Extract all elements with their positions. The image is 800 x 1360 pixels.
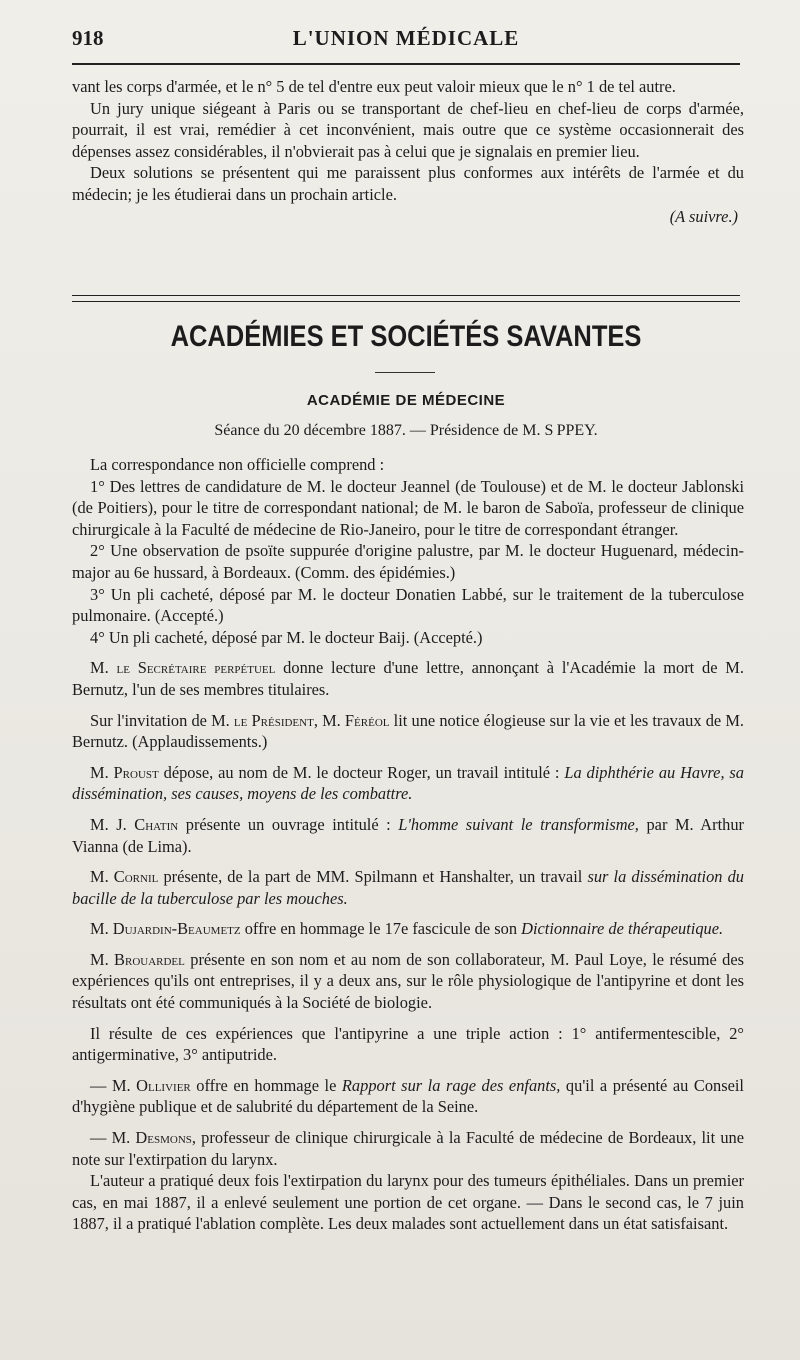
work-title: sur la dissémination du bacille de la tuberculose par les mouches. bbox=[72, 867, 744, 908]
speaker-name: M. Cornil bbox=[90, 867, 159, 887]
speaker-name: M. Dujardin-Beaumetz bbox=[90, 919, 241, 939]
intro-block bbox=[72, 76, 744, 227]
intro-paragraph-2: Un jury unique siégeant à Paris ou se transportant de chef-lieu en chef-lieu de corps d'armée, pourrait, il est vrai, remédier à cet inconvénient, mais outre que ce système occasionnerait des dépenses assez considérables, il n'obvierait pas à celui que je signalais en premier lieu. bbox=[72, 98, 744, 161]
paragraph-text: présente en son nom et au nom de son collaborateur, M. Paul Loye, le résumé des expériences qu'ils ont entreprises, il y a deux ans, sur le rôle physiologique de l'antipyrine et dont les résultats ont été communiqués à la Société de biologie. bbox=[72, 949, 744, 1013]
header-rule bbox=[72, 63, 740, 65]
work-title: L'homme suivant le transformisme, bbox=[398, 814, 639, 834]
speaker-name: M. le Secrétaire perpétuel bbox=[90, 658, 276, 678]
paragraph-text: qu'il a présenté au Conseil d'hygiène publique et de salubrité du département de la Seine. bbox=[72, 1075, 744, 1117]
speaker-name: M. Brouardel bbox=[90, 949, 185, 969]
correspondence-item-1: 1° Des lettres de candidature de M. le docteur Jeannel (de Toulouse) et de M. le docteur Jablonski (de Poitiers), pour le titre de correspondant national; de M. le baron de Saboïa, professeur de clinique chirurgicale à la Faculté de médecine de Rio-Janeiro, pour le titre de correspondant étranger. bbox=[72, 476, 744, 539]
paragraph-text: donne lecture d'une lettre, annonçant à l'Académie la mort de M. Bernutz, l'un de ses membres titulaires. bbox=[72, 658, 744, 699]
brouardel-paragraph bbox=[72, 949, 744, 1014]
page-number: 918 bbox=[72, 26, 104, 50]
work-title: La diphthérie au Havre, sa dissémination, ses causes, moyens de les combattre. bbox=[72, 762, 744, 804]
section-title: ACADÉMIES ET SOCIÉTÉS SAVANTES bbox=[170, 320, 642, 353]
president-paragraph bbox=[72, 710, 744, 753]
speaker-name: M. Ollivier bbox=[111, 1075, 191, 1095]
academy-title: ACADÉMIE DE MÉDECINE bbox=[306, 392, 506, 409]
paragraph-text: lit une notice élogieuse sur la vie et les travaux de M. Bernutz. (Applaudissements.) bbox=[72, 710, 745, 752]
speaker-name: M. Desmons bbox=[111, 1128, 192, 1148]
to-be-continued: (A suivre.) bbox=[669, 206, 738, 226]
ollivier-paragraph bbox=[72, 1075, 744, 1118]
separator: , bbox=[313, 710, 323, 730]
paragraph-text: dépose, au nom de M. le docteur Roger, un travail intitulé : bbox=[158, 762, 565, 782]
speaker-name: M. Proust bbox=[90, 762, 159, 782]
larynx-paragraph: L'auteur a pratiqué deux fois l'extirpation du larynx pour des tumeurs épithéliales. Dans un premier cas, en mai 1887, il a enlevé seulement une portion de cet organe. — Dans le second cas, le 7 juin 1887, il a pratiqué l'ablation complète. Les deux malades sont actuellement dans un état satisfaisant. bbox=[72, 1171, 744, 1234]
section-double-rule bbox=[72, 295, 740, 302]
paragraph-text: offre en hommage le bbox=[190, 1075, 342, 1095]
desmons-paragraph bbox=[72, 1127, 744, 1170]
dujardin-paragraph bbox=[72, 918, 744, 940]
antipyrine-paragraph: Il résulte de ces expériences que l'antipyrine a une triple action : 1° antifermentescible, 2° antigerminative, 3° antiputride. bbox=[72, 1023, 744, 1065]
work-title: Dictionnaire de thérapeutique. bbox=[521, 919, 724, 939]
speaker-name: M. le Président bbox=[211, 710, 314, 730]
dash: — bbox=[90, 1075, 112, 1095]
intro-paragraph-1: vant les corps d'armée, et le n° 5 de tel d'entre eux peut valoir mieux que le n° 1 de tel autre. bbox=[72, 77, 676, 96]
correspondence-item-4: 4° Un pli cacheté, déposé par M. le docteur Baij. (Accepté.) bbox=[90, 627, 483, 647]
correspondence-intro: La correspondance non officielle comprend : bbox=[90, 455, 385, 474]
chatin-paragraph bbox=[72, 814, 744, 857]
paragraph-text: présente un ouvrage intitulé : bbox=[178, 814, 399, 834]
intro-paragraph-3: Deux solutions se présentent qui me paraissent plus conformes aux intérêts de l'armée et du médecin; je les étudierai dans un prochain article. bbox=[72, 163, 744, 204]
paragraph-text: présente, de la part de MM. Spilmann et Hanshalter, un travail bbox=[158, 867, 588, 887]
dash: — bbox=[90, 1128, 112, 1148]
paragraph-text: , professeur de clinique chirurgicale à la Faculté de médecine de Bordeaux, lit une note sur l'extirpation du larynx. bbox=[72, 1128, 744, 1169]
speaker-name: M. J. Chatin bbox=[90, 814, 179, 834]
proust-paragraph bbox=[72, 762, 744, 805]
paragraph-text: offre en hommage le 17e fascicule de son bbox=[240, 919, 522, 939]
paragraph-text: par M. Arthur Vianna (de Lima). bbox=[72, 814, 744, 856]
session-line: Séance du 20 décembre 1887. — Présidence de M. S PPEY. bbox=[214, 422, 598, 439]
minutes-block bbox=[72, 454, 744, 1235]
paragraph-text: Sur l'invitation de bbox=[90, 710, 212, 730]
section-short-rule bbox=[375, 372, 435, 373]
speaker-name: M. Féréol bbox=[322, 710, 390, 730]
work-title: Rapport sur la rage des enfants, bbox=[341, 1075, 561, 1095]
cornil-paragraph bbox=[72, 866, 744, 909]
running-head bbox=[72, 26, 740, 56]
journal-title: L'UNION MÉDICALE bbox=[292, 26, 520, 50]
secretary-paragraph bbox=[72, 657, 744, 700]
correspondence-item-3: 3° Un pli cacheté, déposé par M. le docteur Donatien Labbé, sur le traitement de la tuberculose pulmonaire. (Accepté.) bbox=[72, 584, 744, 626]
correspondence-item-2: 2° Une observation de psoïte suppurée d'origine palustre, par M. le docteur Huguenard, médecin-major au 6e hussard, à Bordeaux. (Comm. des épidémies.) bbox=[72, 541, 744, 582]
